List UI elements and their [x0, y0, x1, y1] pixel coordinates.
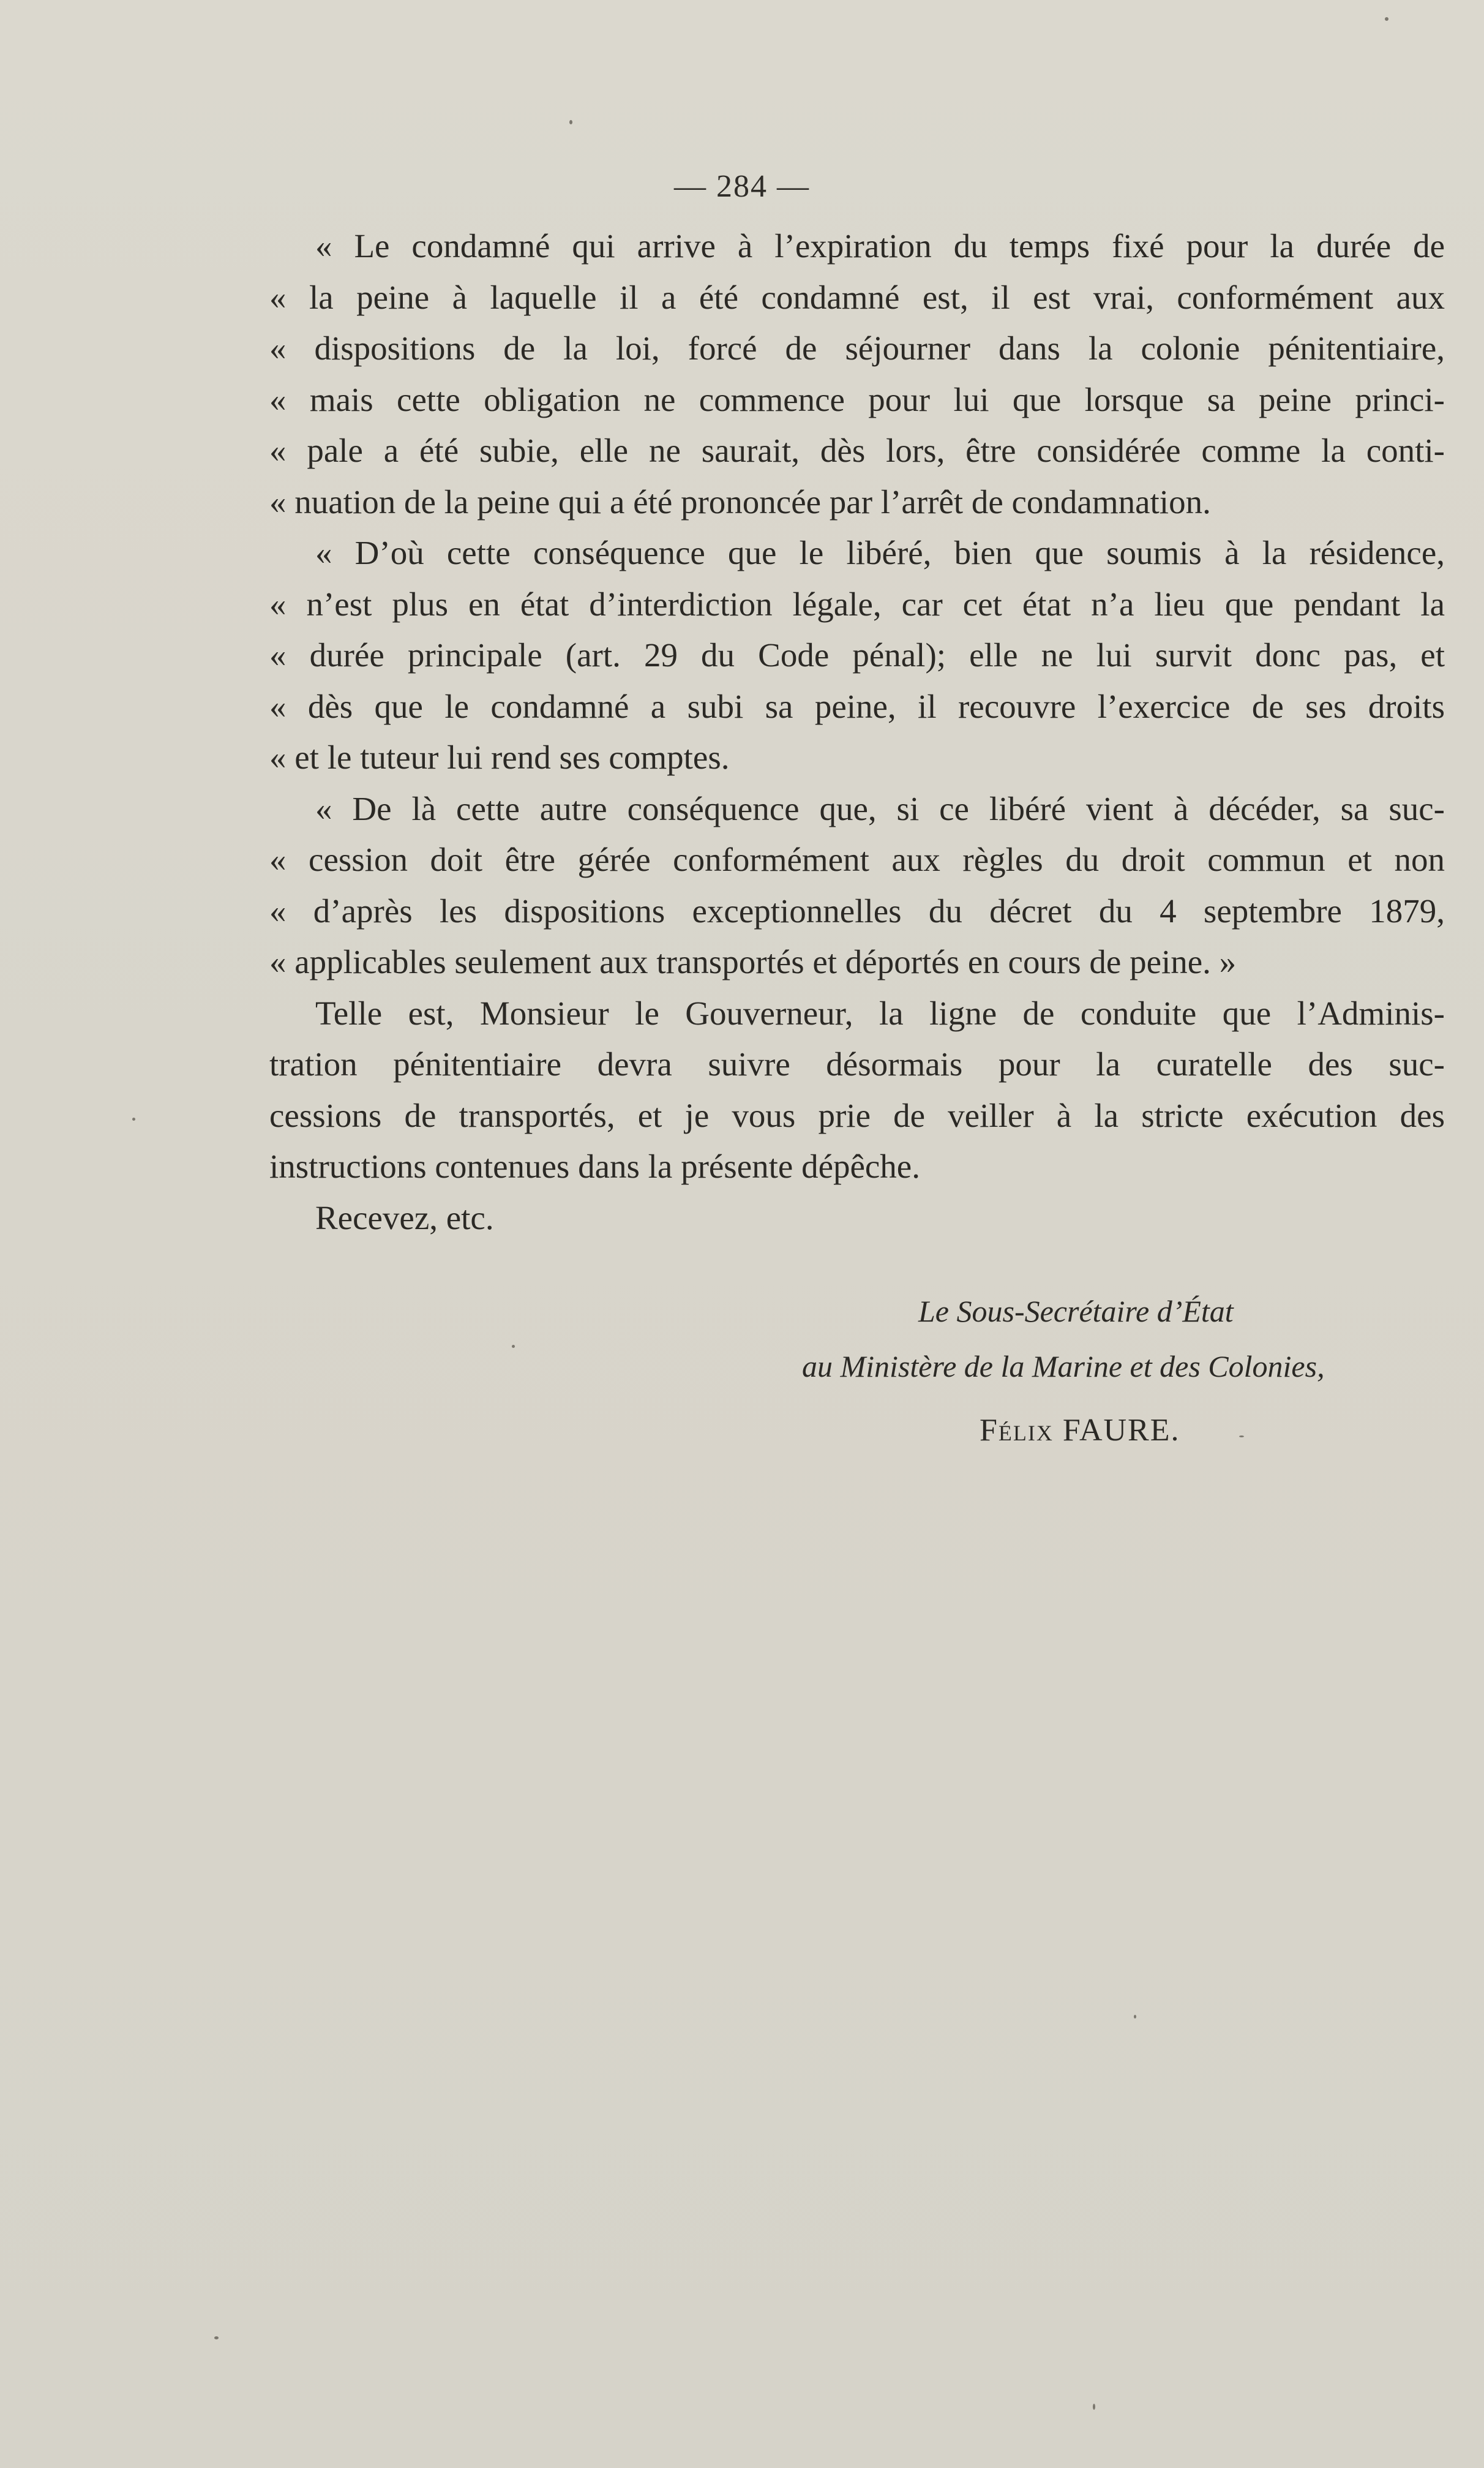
- scan-speck: [569, 120, 572, 124]
- text-line: « cession doit être gérée conformément aux règles du droit commun et non: [269, 841, 1445, 878]
- signatory-ministry: au Ministère de la Marine et des Colonies,: [802, 1349, 1325, 1383]
- scan-speck: [1134, 2015, 1136, 2018]
- paragraph-4: [269, 988, 1445, 1192]
- text-line: « D’où cette conséquence que le libéré, bien que soumis à la résidence,: [315, 534, 1445, 571]
- scan-speck: [132, 1118, 135, 1121]
- scan-speck: [512, 1345, 515, 1348]
- paragraph-1: [269, 220, 1445, 527]
- body-text: [269, 220, 1445, 1243]
- text-line: « durée principale (art. 29 du Code pénal); elle ne lui survit donc pas, et: [269, 636, 1445, 674]
- text-line: « dès que le condamné a subi sa peine, il recouvre l’exercice de ses droits: [269, 687, 1445, 725]
- text-line: instructions contenues dans la présente dépêche.: [269, 1148, 920, 1185]
- signatory-last-name: FAURE.: [1062, 1413, 1180, 1448]
- text-line: « mais cette obligation ne commence pour lui que lorsque sa peine princi-: [269, 380, 1445, 418]
- text-line: « la peine à laquelle il a été condamné est, il est vrai, conformément aux: [269, 278, 1445, 316]
- text-line: « nuation de la peine qui a été prononcée par l’arrêt de condamnation.: [269, 483, 1211, 521]
- signatory-first-name: Félix: [980, 1413, 1054, 1448]
- page-number: — 284 —: [674, 169, 810, 204]
- text-line: « et le tuteur lui rend ses comptes.: [269, 739, 730, 776]
- paragraph-2: [269, 527, 1445, 783]
- text-line: « d’après les dispositions exceptionnelles du décret du 4 septembre 1879,: [269, 892, 1445, 930]
- text-line: « dispositions de la loi, forcé de séjourner dans la colonie pénitentiaire,: [269, 329, 1445, 367]
- scan-speck: [1385, 17, 1388, 21]
- text-line: « n’est plus en état d’interdiction légale, car cet état n’a lieu que pendant la: [269, 585, 1445, 623]
- text-line: « pale a été subie, elle ne saurait, dès lors, être considérée comme la conti-: [269, 432, 1445, 469]
- signatory-name: [980, 1402, 1180, 1459]
- signatory-title: Le Sous-Secrétaire d’État: [918, 1294, 1234, 1328]
- scan-speck: [1093, 2404, 1095, 2410]
- closing-formula: Recevez, etc.: [315, 1198, 494, 1236]
- text-line: cessions de transportés, et je vous prie de veiller à la stricte exécution des: [269, 1096, 1445, 1134]
- scan-speck: [214, 2336, 219, 2339]
- text-line: « Le condamné qui arrive à l’expiration du temps fixé pour la durée de: [315, 227, 1445, 265]
- scan-speck: [1239, 1435, 1244, 1437]
- text-line: « De là cette autre conséquence que, si ce libéré vient à décéder, sa suc-: [315, 789, 1445, 827]
- paragraph-3: [269, 783, 1445, 988]
- text-line: tration pénitentiaire devra suivre désormais pour la curatelle des suc-: [269, 1045, 1445, 1083]
- text-line: « applicables seulement aux transportés et déportés en cours de peine. »: [269, 943, 1237, 980]
- text-line: Telle est, Monsieur le Gouverneur, la ligne de conduite que l’Adminis-: [315, 994, 1445, 1032]
